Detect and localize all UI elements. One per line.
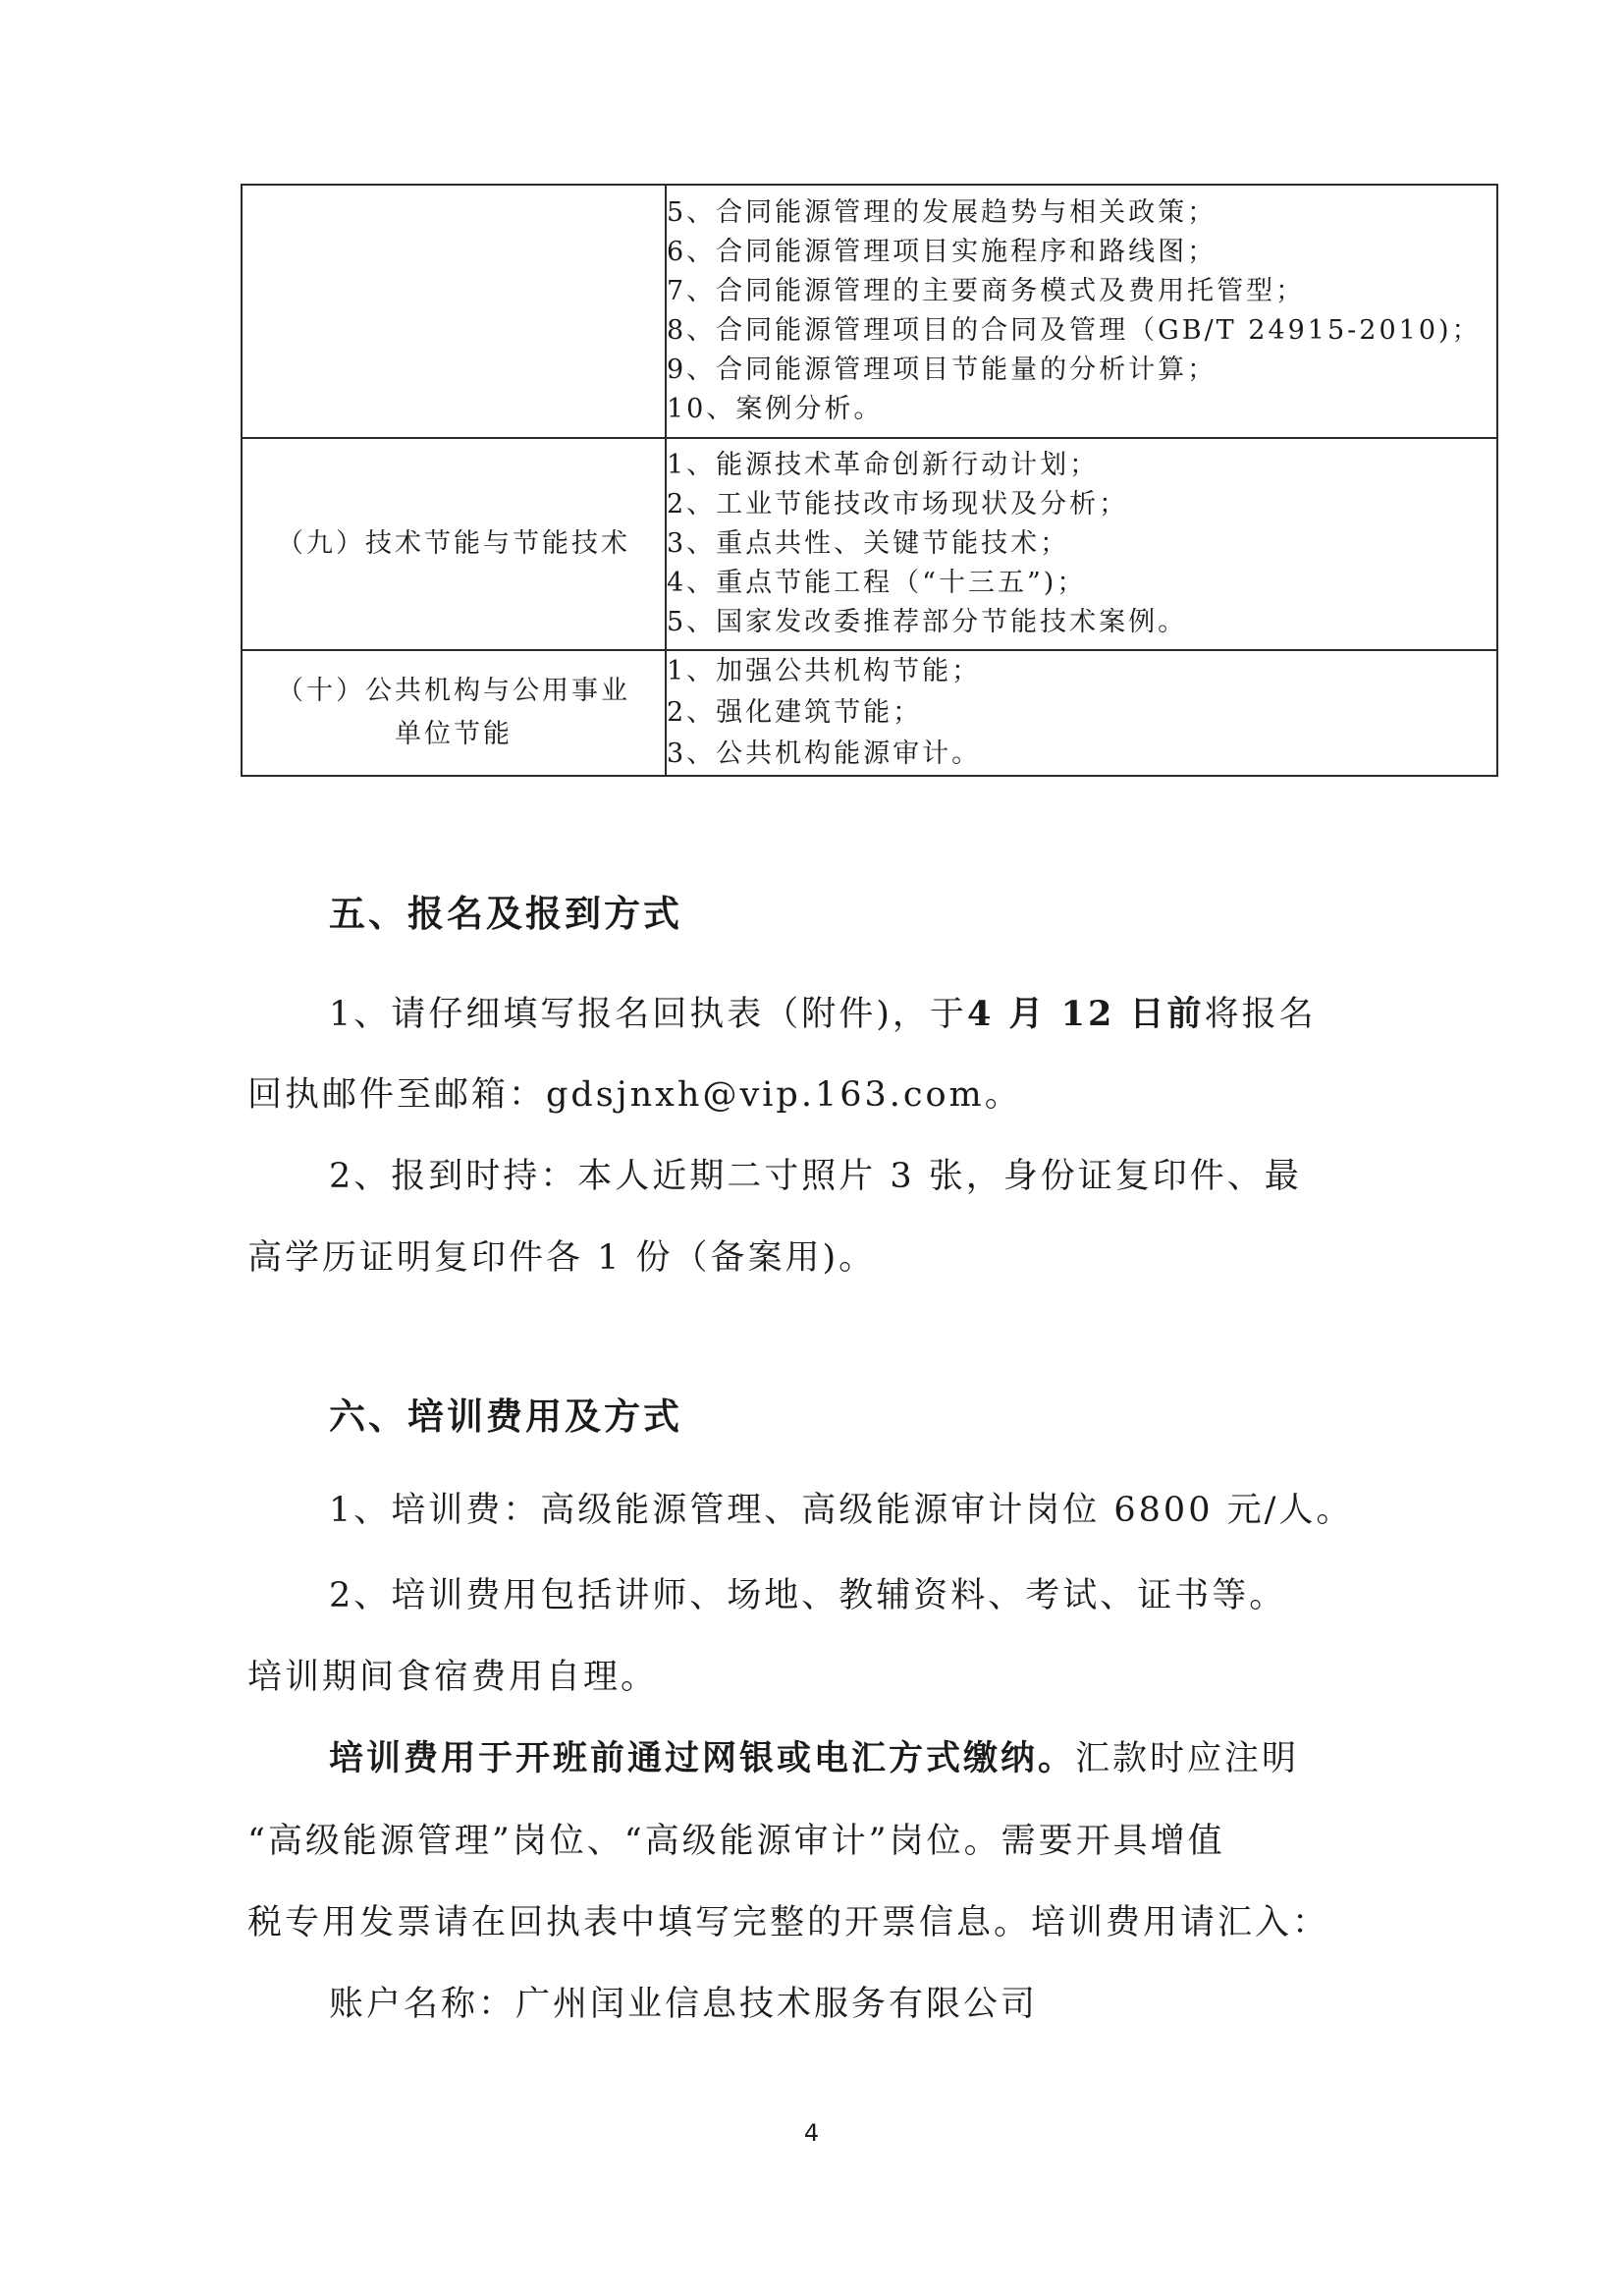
list-item: 1、加强公共机构节能； — [667, 656, 982, 686]
text-run: 汇款时应注明 — [1075, 1739, 1300, 1778]
section-5-paragraph-2-cont: 高学历证明复印件各 1 份（备案用)。 — [247, 1238, 877, 1278]
section-6-paragraph-3-cont: “高级能源管理”岗位、“高级能源审计”岗位。需要开具增值 — [247, 1822, 1225, 1861]
payment-note-bold: 培训费用于开班前通过网银或电汇方式缴纳。 — [329, 1738, 1076, 1778]
text-run: 将报名 — [1204, 995, 1317, 1034]
topic-line: （十）公共机构与公用事业 — [277, 676, 630, 706]
list-item: 2、工业节能技改市场现状及分析； — [667, 489, 1129, 519]
text-run: 1、请仔细填写报名回执表（附件)，于 — [329, 995, 967, 1034]
table-row — [242, 438, 1497, 650]
list-item: 10、案例分析。 — [667, 394, 884, 424]
list-item: 2、强化建筑节能； — [667, 697, 923, 728]
page-number: 4 — [803, 2119, 820, 2147]
list-item: 9、合同能源管理项目节能量的分析计算； — [667, 355, 1217, 385]
topic-line: 单位节能 — [395, 719, 513, 749]
section-6-paragraph-1: 1、培训费：高级能源管理、高级能源审计岗位 6800 元/人。 — [329, 1491, 1354, 1530]
section-6-paragraph-2: 2、培训费用包括讲师、场地、教辅资料、考试、证书等。 — [329, 1576, 1287, 1615]
deadline-text: 4 月 12 日前 — [966, 994, 1205, 1034]
list-item: 5、国家发改委推荐部分节能技术案例。 — [667, 607, 1188, 637]
section-6-paragraph-3 — [329, 1731, 1468, 1780]
list-item: 5、合同能源管理的发展趋势与相关政策； — [667, 197, 1217, 228]
course-outline-table — [241, 184, 1498, 777]
section-5-paragraph-1 — [329, 987, 1468, 1036]
list-item: 7、合同能源管理的主要商务模式及费用托管型； — [667, 276, 1306, 306]
section-5-heading: 五、报名及报到方式 — [329, 892, 682, 935]
table-items-cell — [666, 650, 1497, 776]
table-topic-cell — [242, 185, 666, 438]
list-item: 8、合同能源管理项目的合同及管理（GB/T 24915-2010)； — [667, 315, 1482, 346]
table-topic-cell — [242, 650, 666, 776]
table-items-cell — [666, 438, 1497, 650]
list-item: 1、能源技术革命创新行动计划； — [667, 450, 1100, 480]
list-item: 3、重点共性、关键节能技术； — [667, 528, 1070, 559]
section-5-paragraph-2: 2、报到时持：本人近期二寸照片 3 张，身份证复印件、最 — [329, 1157, 1302, 1196]
account-name-line: 账户名称：广州闰业信息技术服务有限公司 — [329, 1985, 1039, 2024]
list-item: 4、重点节能工程（“十三五”)； — [667, 568, 1087, 598]
table-row — [242, 185, 1497, 438]
list-item: 3、公共机构能源审计。 — [667, 738, 982, 769]
table-items-cell — [666, 185, 1497, 438]
table-topic-cell: （九）技术节能与节能技术 — [242, 438, 666, 650]
section-6-paragraph-2-cont: 培训期间食宿费用自理。 — [247, 1658, 659, 1697]
section-6-paragraph-3-cont: 税专用发票请在回执表中填写完整的开票信息。培训费用请汇入： — [247, 1903, 1330, 1942]
section-6-heading: 六、培训费用及方式 — [329, 1394, 682, 1438]
section-5-paragraph-1-cont: 回执邮件至邮箱：gdsjnxh@vip.163.com。 — [247, 1075, 1022, 1115]
list-item: 6、合同能源管理项目实施程序和路线图； — [667, 237, 1217, 267]
table-row — [242, 650, 1497, 776]
